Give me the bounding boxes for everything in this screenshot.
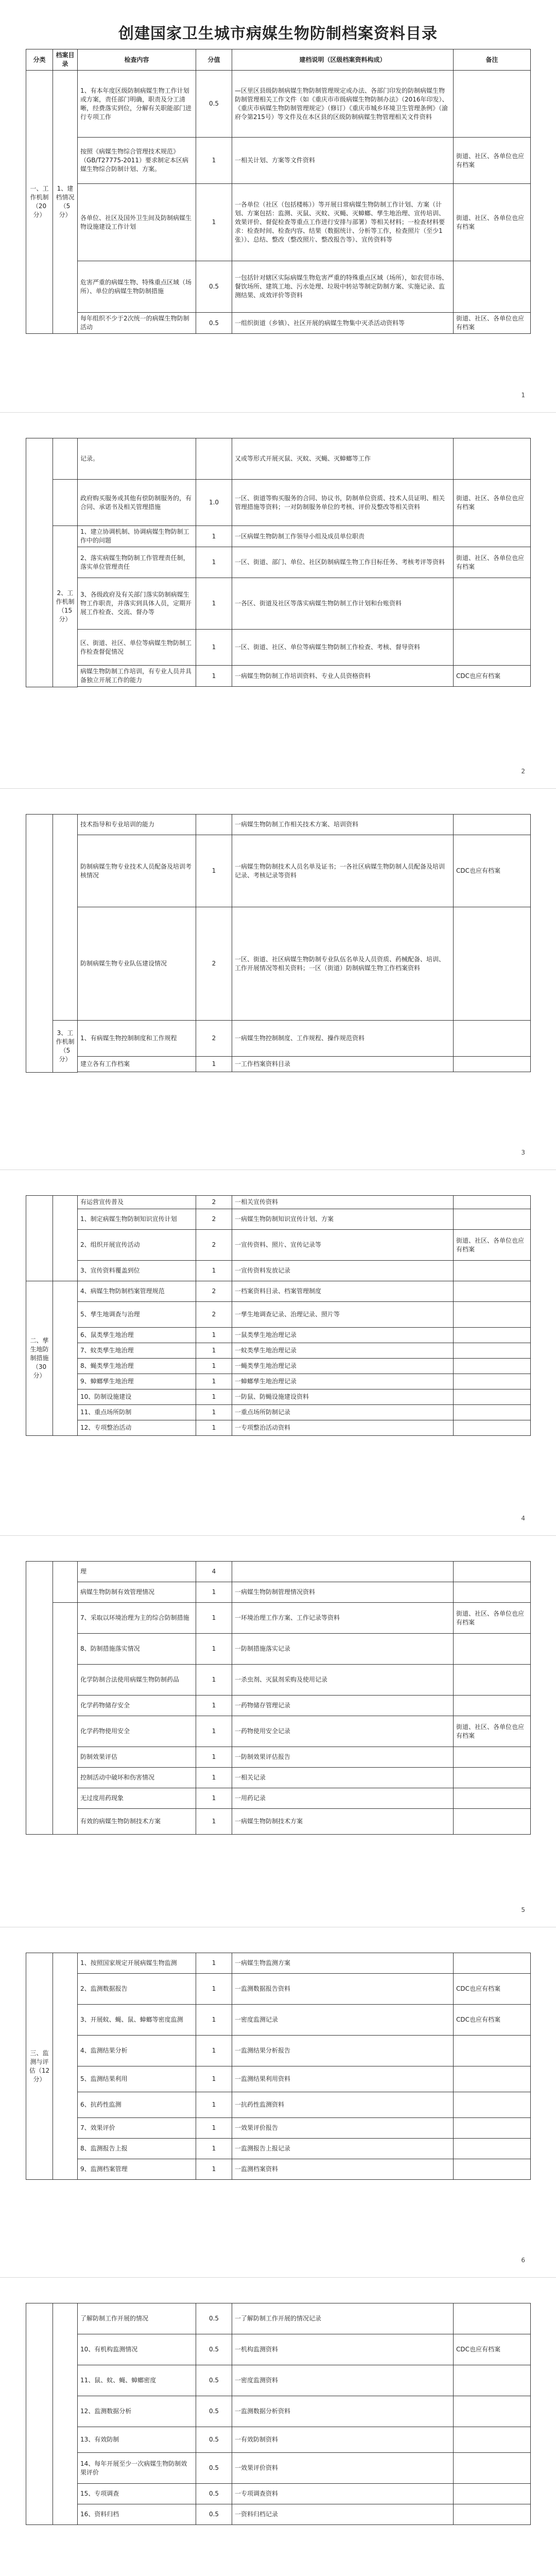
item-cell: 记录。 xyxy=(78,438,196,480)
score-cell: 1 xyxy=(196,1974,232,2005)
remark-cell xyxy=(454,2303,531,2334)
score-cell: 1 xyxy=(196,1343,232,1359)
suggestion-cell: 一病媒生物防制管理情况资料 xyxy=(232,1582,454,1603)
remark-cell xyxy=(454,630,531,666)
score-cell: 1 xyxy=(196,526,232,547)
score-cell: 2 xyxy=(196,1281,232,1302)
suggestion-cell: 一机构监测资料 xyxy=(232,2334,454,2365)
header-doc-dir: 档案目录 xyxy=(53,49,78,71)
suggestion-cell: 一相关宣传资料 xyxy=(232,1196,454,1209)
item-cell: 1、建立协调机制、协调病媒生物防制工作中的问题 xyxy=(78,526,196,547)
suggestion-cell: 一抗药性监测资料 xyxy=(232,2092,454,2118)
suggestion-cell: 一专项调查资料 xyxy=(232,2484,454,2504)
doc-dir-cell xyxy=(53,438,78,480)
category-cell xyxy=(26,815,53,1073)
item-cell: 8、防制措施落实情况 xyxy=(78,1634,196,1665)
page-number: 3 xyxy=(521,1149,525,1156)
suggestion-cell: 一区、街道、部门、单位、社区防制病媒生物工作目标任务、考核考评等资料 xyxy=(232,547,454,578)
page-number: 5 xyxy=(521,1906,525,1913)
score-cell: 2 xyxy=(196,1021,232,1057)
doc-dir-cell xyxy=(53,815,78,1021)
remark-cell xyxy=(454,1343,531,1359)
remark-cell xyxy=(454,1209,531,1230)
doc-dir-cell: 1、建档情况（5分） xyxy=(53,71,78,334)
suggestion-cell: 一蟑螂孳生地治理记录 xyxy=(232,1374,454,1389)
page-number: 4 xyxy=(521,1515,525,1522)
doc-dir-cell xyxy=(53,1281,78,1436)
suggestion-cell: 一蝇类孳生地治理记录 xyxy=(232,1359,454,1374)
remark-cell: CDC也应有档案 xyxy=(454,1974,531,2005)
suggestion-cell: 一监测数据分析资料 xyxy=(232,2396,454,2427)
page-separator xyxy=(0,1535,556,1536)
category-cell xyxy=(26,1196,53,1281)
score-cell: 0.5 xyxy=(196,2396,232,2427)
remark-cell xyxy=(454,71,531,138)
remark-cell xyxy=(454,2036,531,2066)
score-cell: 0.5 xyxy=(196,313,232,334)
table-page-6 xyxy=(26,1953,531,2180)
remark-cell xyxy=(454,1302,531,1328)
remark-cell xyxy=(454,438,531,480)
suggestion-cell: 一病媒生物防制技术方案 xyxy=(232,1809,454,1835)
score-cell: 0.5 xyxy=(196,2303,232,2334)
score-cell: 0.5 xyxy=(196,2365,232,2396)
suggestion-cell: 一相关计划、方案等文件资料 xyxy=(232,138,454,184)
suggestion-cell: 一监测结果利用资料 xyxy=(232,2066,454,2092)
suggestion-cell: 一用药记录 xyxy=(232,1788,454,1809)
spacer xyxy=(78,1072,531,1073)
item-cell: 2、落实病媒生物防制工作管理责任制，落实单位管理责任 xyxy=(78,547,196,578)
remark-cell xyxy=(454,1057,531,1072)
item-cell: 防制效果评估 xyxy=(78,1747,196,1768)
suggestion-cell: 一蚊类孳生地治理记录 xyxy=(232,1343,454,1359)
score-cell: 1 xyxy=(196,2118,232,2139)
doc-dir-cell: 3、工作机制（5分） xyxy=(53,1021,78,1073)
score-cell: 2 xyxy=(196,1196,232,1209)
remark-cell xyxy=(454,1420,531,1436)
suggestion-cell: 一药物储存管理记录 xyxy=(232,1696,454,1716)
score-cell: 1 xyxy=(196,1057,232,1072)
score-cell: 0.5 xyxy=(196,2334,232,2365)
score-cell: 1.0 xyxy=(196,480,232,526)
remark-cell xyxy=(454,2139,531,2159)
header-suggestion: 建档说明（区级档案资料构成） xyxy=(232,49,454,71)
item-cell: 区、街道、社区、单位等病媒生物防制工作检查督促情况 xyxy=(78,630,196,666)
score-cell: 1 xyxy=(196,1359,232,1374)
score-cell: 1 xyxy=(196,1665,232,1696)
score-cell: 1 xyxy=(196,1716,232,1747)
category-cell: 一、工作机制（20分） xyxy=(26,71,53,334)
suggestion-cell: 一孳生地调查记录、治理记录、照片等 xyxy=(232,1302,454,1328)
suggestion-cell: 一防制效果评估报告 xyxy=(232,1747,454,1768)
item-cell: 病媒生物防制工作培训，有专业人员并具备独立开展工作的能力 xyxy=(78,666,196,687)
remark-cell xyxy=(454,1359,531,1374)
score-cell: 1 xyxy=(196,2036,232,2066)
item-cell: 14、每年开展至少一次病媒生物防制效果评价 xyxy=(78,2453,196,2484)
item-cell: 12、监测数据分析 xyxy=(78,2396,196,2427)
score-cell: 1 xyxy=(196,2066,232,2092)
remark-cell xyxy=(454,1582,531,1603)
score-cell: 1 xyxy=(196,2092,232,2118)
item-cell: 1、有本年度区级防制病媒生物工作计划或方案，责任部门明确，职责及分工清晰，经费落实到位，分解有关职能部门进行专项工作 xyxy=(78,71,196,138)
score-cell: 4 xyxy=(196,1562,232,1582)
item-cell: 16、资料归档 xyxy=(78,2504,196,2525)
remark-cell xyxy=(454,526,531,547)
score-cell: 1 xyxy=(196,1374,232,1389)
score-cell: 1 xyxy=(196,666,232,687)
item-cell: 1、制定病媒生物防制知识宣传计划 xyxy=(78,1209,196,1230)
remark-cell xyxy=(454,2092,531,2118)
suggestion-cell: 一药物使用安全记录 xyxy=(232,1716,454,1747)
score-cell: 1 xyxy=(196,1582,232,1603)
page-number: 1 xyxy=(521,392,525,399)
score-cell: 1 xyxy=(196,1768,232,1788)
suggestion-cell: 一病媒生物控制制度、工作规程、操作规范资料 xyxy=(232,1021,454,1057)
item-cell: 13、有效防制 xyxy=(78,2427,196,2453)
remark-cell xyxy=(454,2484,531,2504)
suggestion-cell: 一区病媒生物防制工作领导小组及成员单位职责 xyxy=(232,526,454,547)
category-cell: 三、监测与评估（12分） xyxy=(26,1953,53,2180)
score-cell xyxy=(196,438,232,480)
score-cell: 1 xyxy=(196,1634,232,1665)
doc-dir-cell xyxy=(53,1953,78,2180)
page-number: 2 xyxy=(521,768,525,775)
remark-cell: CDC也应有档案 xyxy=(454,666,531,687)
item-cell: 9、蟑螂孳生地治理 xyxy=(78,1374,196,1389)
score-cell: 0.5 xyxy=(196,2484,232,2504)
remark-cell xyxy=(454,1389,531,1405)
item-cell: 化学药物使用安全 xyxy=(78,1716,196,1747)
score-cell: 1 xyxy=(196,2005,232,2036)
page-separator xyxy=(0,412,556,413)
suggestion-cell: 一病媒生物防制技术人员名单及证书；一各社区病媒生物防制人员配备及培训记录、考核记录等资料 xyxy=(232,835,454,907)
remark-cell xyxy=(454,907,531,1021)
score-cell: 0.5 xyxy=(196,2427,232,2453)
table-page-4 xyxy=(26,1195,531,1436)
suggestion-cell: 一监测档案资料 xyxy=(232,2159,454,2180)
page-separator xyxy=(0,788,556,789)
item-cell: 15、专项调查 xyxy=(78,2484,196,2504)
score-cell: 1 xyxy=(196,1696,232,1716)
remark-cell: 街道、社区、各单位也应有档案 xyxy=(454,313,531,334)
remark-cell xyxy=(454,1281,531,1302)
item-cell: 建立各有工作档案 xyxy=(78,1057,196,1072)
remark-cell xyxy=(454,1747,531,1768)
remark-cell xyxy=(454,261,531,313)
remark-cell: 街道、社区、各单位也应有档案 xyxy=(454,138,531,184)
suggestion-cell: 一各单位（社区（包括楼栋））等开展日常病媒生物防制工作计划、方案（计划、方案包括：监测、灭鼠、灭蚊、灭蝇、灭蟑螂、孳生地治理、宣传培训、效果评价、督促检查等重点工作进行安排与部署）等相关材料；一检查材料要求：检查时间、检查内容、结果（数据统计、分析等工作，检查照片（至少1张））、总结、整改（整改照片、整改报告等）、宣传资料等 xyxy=(232,184,454,261)
suggestion-cell: 一有效防制资料 xyxy=(232,2427,454,2453)
score-cell: 1 xyxy=(196,1809,232,1835)
suggestion-cell: 一防制措施落实记录 xyxy=(232,1634,454,1665)
item-cell: 有运营宣传普及 xyxy=(78,1196,196,1209)
score-cell: 1 xyxy=(196,138,232,184)
remark-cell xyxy=(454,1261,531,1281)
score-cell: 1 xyxy=(196,578,232,630)
item-cell: 5、监测结果利用 xyxy=(78,2066,196,2092)
suggestion-cell: 一鼠类孳生地治理记录 xyxy=(232,1328,454,1343)
score-cell: 1 xyxy=(196,1603,232,1634)
remark-cell: 街道、社区、各单位也应有档案 xyxy=(454,1230,531,1261)
suggestion-cell: 一环境治理工作方案、工作记录等资料 xyxy=(232,1603,454,1634)
suggestion-cell xyxy=(232,1562,454,1582)
remark-cell xyxy=(454,1665,531,1696)
remark-cell xyxy=(454,2427,531,2453)
remark-cell xyxy=(454,1788,531,1809)
item-cell: 化学药物储存安全 xyxy=(78,1696,196,1716)
suggestion-cell: 一防鼠、防蝇设施建设资料 xyxy=(232,1389,454,1405)
remark-cell xyxy=(454,2118,531,2139)
item-cell: 7、效果评价 xyxy=(78,2118,196,2139)
score-cell: 0.5 xyxy=(196,261,232,313)
doc-dir-cell xyxy=(53,2303,78,2525)
item-cell: 1、按照国家规定开展病媒生物监测 xyxy=(78,1953,196,1974)
suggestion-cell: 一工作档案资料目录 xyxy=(232,1057,454,1072)
table-page-3 xyxy=(26,814,531,1073)
item-cell: 防制病媒生物专业技术人员配备及培训考核情况 xyxy=(78,835,196,907)
score-cell: 0.5 xyxy=(196,2453,232,2484)
suggestion-cell: 一病媒生物防制工作相关技术方案、培训资料 xyxy=(232,815,454,835)
remark-cell: CDC也应有档案 xyxy=(454,2334,531,2365)
header-category: 分类 xyxy=(26,49,53,71)
remark-cell xyxy=(454,1809,531,1835)
doc-dir-cell xyxy=(53,1196,78,1281)
remark-cell xyxy=(454,1953,531,1974)
remark-cell xyxy=(454,2159,531,2180)
item-cell: 3、宣传资料覆盖到位 xyxy=(78,1261,196,1281)
score-cell: 1 xyxy=(196,1953,232,1974)
item-cell: 8、监测报告上报 xyxy=(78,2139,196,2159)
score-cell: 1 xyxy=(196,2159,232,2180)
item-cell: 10、防制设施建设 xyxy=(78,1389,196,1405)
suggestion-cell: 一监测数据报告资料 xyxy=(232,1974,454,2005)
item-cell: 11、鼠、蚊、蝇、蟑螂密度 xyxy=(78,2365,196,2396)
suggestion-cell: 一相关记录 xyxy=(232,1768,454,1788)
item-cell: 了解防制工作开展的情况 xyxy=(78,2303,196,2334)
item-cell: 化学防制合法使用病媒生物防制药品 xyxy=(78,1665,196,1696)
item-cell: 2、组织开展宣传活动 xyxy=(78,1230,196,1261)
suggestion-cell: 一组织街道（乡镇）、社区开展的病媒生物集中灭杀活动资料等 xyxy=(232,313,454,334)
table-page-1 xyxy=(26,49,531,334)
score-cell: 2 xyxy=(196,1209,232,1230)
remark-cell xyxy=(454,1021,531,1057)
remark-cell: 街道、社区、各单位也应有档案 xyxy=(454,1603,531,1634)
remark-cell: CDC也应有档案 xyxy=(454,2005,531,2036)
suggestion-cell: 一包括针对辖区实际病媒生物危害严重的特殊重点区域（场所），如农贸市场、餐饮场所、建筑工地、污水处理、垃圾中转站等制定防制方案、实施记录、监测结果、成效评价等资料 xyxy=(232,261,454,313)
suggestion-cell: 一区、街道、社区病媒生物防制专业队伍名单及人员资质、药械配备、培训、工作开展情况等相关资料；一区（街道）防制病媒生物工作档案资料 xyxy=(232,907,454,1021)
item-cell: 2、监测数据报告 xyxy=(78,1974,196,2005)
suggestion-cell: 一了解防制工作开展的情况记录 xyxy=(232,2303,454,2334)
item-cell: 1、有病媒生物控制制度和工作规程 xyxy=(78,1021,196,1057)
suggestion-cell: 一重点场所防制记录 xyxy=(232,1405,454,1420)
item-cell: 4、监测结果分析 xyxy=(78,2036,196,2066)
item-cell: 危害严重的病媒生物、特殊重点区域（场所）、单位的病媒生物防制措施 xyxy=(78,261,196,313)
suggestion-cell: 一效果评价报告 xyxy=(232,2118,454,2139)
remark-cell: 街道、社区、各单位也应有档案 xyxy=(454,480,531,526)
suggestion-cell: 一各区、街道及社区等落实病媒生物防制工作计划和台账资料 xyxy=(232,578,454,630)
table-header-row xyxy=(26,49,531,71)
suggestion-cell: 一监测结果分析报告 xyxy=(232,2036,454,2066)
category-cell xyxy=(26,2303,53,2525)
remark-cell xyxy=(454,1328,531,1343)
item-cell: 有效的病媒生物防制技术方案 xyxy=(78,1809,196,1835)
remark-cell xyxy=(454,1768,531,1788)
item-cell: 3、开展蚊、蝇、鼠、蟑螂等密度监测 xyxy=(78,2005,196,2036)
remark-cell xyxy=(454,578,531,630)
suggestion-cell: —区里区县级防制病媒生物防制管理规定或办法、各部门印发的防制病媒生物防制管理相关工作文件（如《重庆市市级病媒生物防制办法》（2016年印发）、《重庆市病媒生物防制管理规定》（修订）《重庆市城乡环境卫生管理条例》（渝府令第215号）等文件及在本区县的区级防制病媒生物管理相关文件资料 xyxy=(232,71,454,138)
score-cell: 2 xyxy=(196,907,232,1021)
remark-cell xyxy=(454,1562,531,1582)
item-cell: 6、抗药性监测 xyxy=(78,2092,196,2118)
suggestion-cell: 一档案资料目录、档案管理制度 xyxy=(232,1281,454,1302)
suggestion-cell: 一杀虫剂、灭鼠剂采购及使用记录 xyxy=(232,1665,454,1696)
category-cell xyxy=(26,1562,53,1835)
doc-dir-cell xyxy=(53,480,78,526)
item-cell: 3、各级政府及有关部门落实防制病媒生物工作职责，并落实到具体人员，定期开展工作检查、交流、督办等 xyxy=(78,578,196,630)
score-cell: 1 xyxy=(196,1405,232,1420)
score-cell: 1 xyxy=(196,1747,232,1768)
remark-cell xyxy=(454,1405,531,1420)
header-remark: 备注 xyxy=(454,49,531,71)
remark-cell xyxy=(454,2396,531,2427)
remark-cell xyxy=(454,1374,531,1389)
item-cell: 无过度用药现象 xyxy=(78,1788,196,1809)
remark-cell: 街道、社区、各单位也应有档案 xyxy=(454,184,531,261)
score-cell: 1 xyxy=(196,1328,232,1343)
remark-cell xyxy=(454,1696,531,1716)
header-item: 检查内容 xyxy=(78,49,196,71)
header-score: 分值 xyxy=(196,49,232,71)
item-cell: 8、蝇类孳生地治理 xyxy=(78,1359,196,1374)
item-cell: 5、孳生地调查与治理 xyxy=(78,1302,196,1328)
suggestion-cell: 一密度监测资料 xyxy=(232,2365,454,2396)
remark-cell: 街道、社区、各单位也应有档案 xyxy=(454,1716,531,1747)
remark-cell xyxy=(454,1196,531,1209)
item-cell: 6、鼠类孳生地治理 xyxy=(78,1328,196,1343)
item-cell: 12、专项整治活动 xyxy=(78,1420,196,1436)
item-cell: 11、重点场所防制 xyxy=(78,1405,196,1420)
remark-cell xyxy=(454,815,531,835)
remark-cell: 街道、社区、各单位也应有档案 xyxy=(454,547,531,578)
item-cell: 每年组织不少于2次统一的病媒生物防制活动 xyxy=(78,313,196,334)
suggestion-cell: 一监测报告上报记录 xyxy=(232,2139,454,2159)
score-cell xyxy=(196,815,232,835)
doc-dir-cell xyxy=(53,1562,78,1603)
score-cell: 0.5 xyxy=(196,2504,232,2525)
score-cell: 1 xyxy=(196,1389,232,1405)
table-page-5 xyxy=(26,1561,531,1835)
item-cell: 防制病媒生物专业队伍建设情况 xyxy=(78,907,196,1021)
score-cell: 1 xyxy=(196,2139,232,2159)
doc-dir-cell xyxy=(53,1603,78,1835)
score-cell: 1 xyxy=(196,184,232,261)
page-separator xyxy=(0,2277,556,2278)
score-cell: 1 xyxy=(196,835,232,907)
item-cell: 7、采取以环境治理为主的综合防制措施 xyxy=(78,1603,196,1634)
item-cell: 各单位、社区及国外卫生间及防制病媒生物设施建设工作计划 xyxy=(78,184,196,261)
suggestion-cell: 一资料归档记录 xyxy=(232,2504,454,2525)
table-page-2 xyxy=(26,438,531,687)
suggestion-cell: 一病媒生物防制知识宣传计划、方案 xyxy=(232,1209,454,1230)
score-cell: 1 xyxy=(196,1420,232,1436)
suggestion-cell: 一密度监测记录 xyxy=(232,2005,454,2036)
score-cell: 2 xyxy=(196,1230,232,1261)
suggestion-cell: 又或等形式开展灭鼠、灭蚊、灭蝇、灭蟑螂等工作 xyxy=(232,438,454,480)
doc-title: 创建国家卫生城市病媒生物防制档案资料目录 xyxy=(118,25,438,43)
suggestion-cell: 一效果评价资料 xyxy=(232,2453,454,2484)
remark-cell xyxy=(454,2365,531,2396)
table-page-7 xyxy=(26,2303,531,2525)
score-cell: 1 xyxy=(196,547,232,578)
remark-cell xyxy=(454,2453,531,2484)
score-cell: 1 xyxy=(196,1788,232,1809)
suggestion-cell: 一病媒生物监测方案 xyxy=(232,1953,454,1974)
item-cell: 控制活动中破坏和伤害情况 xyxy=(78,1768,196,1788)
remark-cell xyxy=(454,2504,531,2525)
suggestion-cell: 一病媒生物防制工作培训资料、专业人员资格资料 xyxy=(232,666,454,687)
doc-dir-cell: 2、工作机制（15分） xyxy=(53,526,78,687)
item-cell: 病媒生物防制有效管理情况 xyxy=(78,1582,196,1603)
item-cell: 10、有机构监测情况 xyxy=(78,2334,196,2365)
score-cell: 2 xyxy=(196,1302,232,1328)
suggestion-cell: 一宣传资料发放记录 xyxy=(232,1261,454,1281)
item-cell: 技术指导和专业培训的能力 xyxy=(78,815,196,835)
score-cell: 0.5 xyxy=(196,71,232,138)
remark-cell xyxy=(454,1634,531,1665)
item-cell: 政府购买服务或其他有偿防制服务的，有合同、承诺书及相关管理措施 xyxy=(78,480,196,526)
suggestion-cell: 一区、街道、社区、单位等病媒生物防制工作检查、考核、督导资料 xyxy=(232,630,454,666)
suggestion-cell: 一专项整治活动资料 xyxy=(232,1420,454,1436)
item-cell: 4、病媒生物防制档案管理规范 xyxy=(78,1281,196,1302)
suggestion-cell: 一区、街道等购买服务的合同、协议书，防制单位资质、技术人员证明、相关管理措施等资料；一对防制服务单位的考核、评价及整改等相关资料 xyxy=(232,480,454,526)
suggestion-cell: 一宣传资料、照片、宣传记录等 xyxy=(232,1230,454,1261)
item-cell: 7、蚊类孳生地治理 xyxy=(78,1343,196,1359)
page-number: 6 xyxy=(521,2257,525,2264)
category-cell xyxy=(26,438,53,687)
item-cell: 理 xyxy=(78,1562,196,1582)
score-cell: 1 xyxy=(196,630,232,666)
category-cell: 二、孳生地防制措施（30分） xyxy=(26,1281,53,1436)
score-cell: 1 xyxy=(196,1261,232,1281)
item-cell: 9、监测档案管理 xyxy=(78,2159,196,2180)
remark-cell: CDC也应有档案 xyxy=(454,835,531,907)
remark-cell xyxy=(454,2066,531,2092)
item-cell: 按照《病媒生物综合管理技术规范》（GB/T27775-2011）要求制定本区病媒生物综合防制计划、方案。 xyxy=(78,138,196,184)
